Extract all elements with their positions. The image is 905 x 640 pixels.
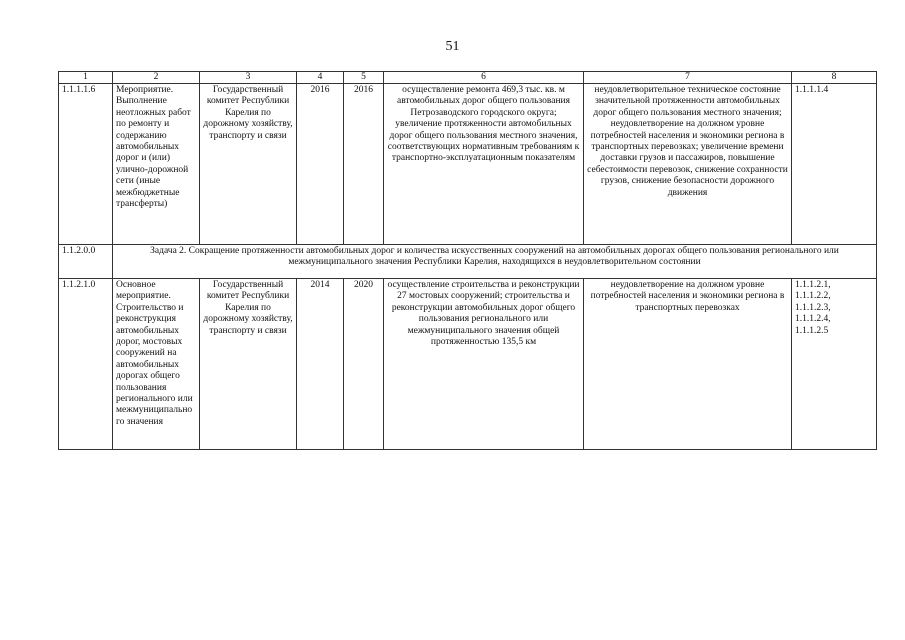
table-row xyxy=(59,245,877,279)
indicator-ref: 1.1.1.2.4, xyxy=(795,314,831,325)
responsible-executor: Государственный комитет Республики Карелия по дорожному хозяйству, транспорту и связи xyxy=(200,84,297,245)
indicator-ref: 1.1.1.2.3, xyxy=(795,302,831,313)
page-number: 51 xyxy=(445,39,460,54)
column-number-2: 2 xyxy=(113,72,200,84)
indicator-links xyxy=(792,279,877,450)
column-number-row xyxy=(59,72,877,84)
task-heading: Задача 2. Сокращение протяженности автомобильных дорог и количества искусственных сооружений на автомобильных дорогах общего пользования регионального или межмуниципального значения Республики Карелия, находящихся в неудовлетворительном состоянии xyxy=(113,245,877,279)
row-code: 1.1.1.1.6 xyxy=(59,84,113,245)
measure-name: Мероприятие. Выполнение неотложных работ по ремонту и содержанию автомобильных дорог и (или) улично-дорожной сети (иные межбюджетные трансферты) xyxy=(113,84,200,245)
indicator-ref: 1.1.1.1.4 xyxy=(795,85,829,95)
indicator-ref: 1.1.1.2.2, xyxy=(795,291,831,302)
responsible-executor: Государственный комитет Республики Карелия по дорожному хозяйству, транспорту и связи xyxy=(200,279,297,450)
column-number-6: 6 xyxy=(384,72,584,84)
end-year: 2020 xyxy=(344,279,384,450)
column-number-4: 4 xyxy=(297,72,344,84)
expected-result: осуществление ремонта 469,3 тыс. кв. м автомобильных дорог общего пользования Петрозаводского городского округа; увеличение протяженности автомобильных дорог общего пользования местного значения, соответствующих нормативным требованиям к транспортно-эксплуатационным показателям xyxy=(384,84,584,245)
column-number-7: 7 xyxy=(584,72,792,84)
row-code: 1.1.2.0.0 xyxy=(59,245,113,279)
indicator-links xyxy=(792,84,877,245)
column-number-8: 8 xyxy=(792,72,877,84)
column-number-1: 1 xyxy=(59,72,113,84)
non-implementation-consequences: неудовлетворительное техническое состояние значительной протяженности автомобильных дорог общего пользования местного значения; неудовлетворение на должном уровне потребностей населения и экономики региона в транспортных перевозках; увеличение времени доставки грузов и пассажиров, повышение себестоимости перевозок, снижение сохранности грузов, снижение безопасности дорожного движения xyxy=(584,84,792,245)
expected-result: осуществление строительства и реконструкции 27 мостовых сооружений; строительства и реконструкции автомобильных дорог общего пользования регионального или межмуниципального значения общей протяженностью 135,5 км xyxy=(384,279,584,450)
column-number-5: 5 xyxy=(344,72,384,84)
start-year: 2014 xyxy=(297,279,344,450)
measure-name: Основное мероприятие. Строительство и реконструкция автомобильных дорог, мостовых сооружений на автомобильных дорогах общего пользования регионального или межмуниципального значения xyxy=(113,279,200,450)
start-year: 2016 xyxy=(297,84,344,245)
non-implementation-consequences: неудовлетворение на должном уровне потребностей населения и экономики региона в транспортных перевозках xyxy=(584,279,792,450)
measures-table xyxy=(58,71,877,450)
table-row xyxy=(59,84,877,245)
end-year: 2016 xyxy=(344,84,384,245)
row-code: 1.1.2.1.0 xyxy=(59,279,113,450)
indicator-ref: 1.1.1.2.1, xyxy=(795,280,831,290)
table-row xyxy=(59,279,877,450)
indicator-ref: 1.1.1.2.5 xyxy=(795,325,829,336)
column-number-3: 3 xyxy=(200,72,297,84)
